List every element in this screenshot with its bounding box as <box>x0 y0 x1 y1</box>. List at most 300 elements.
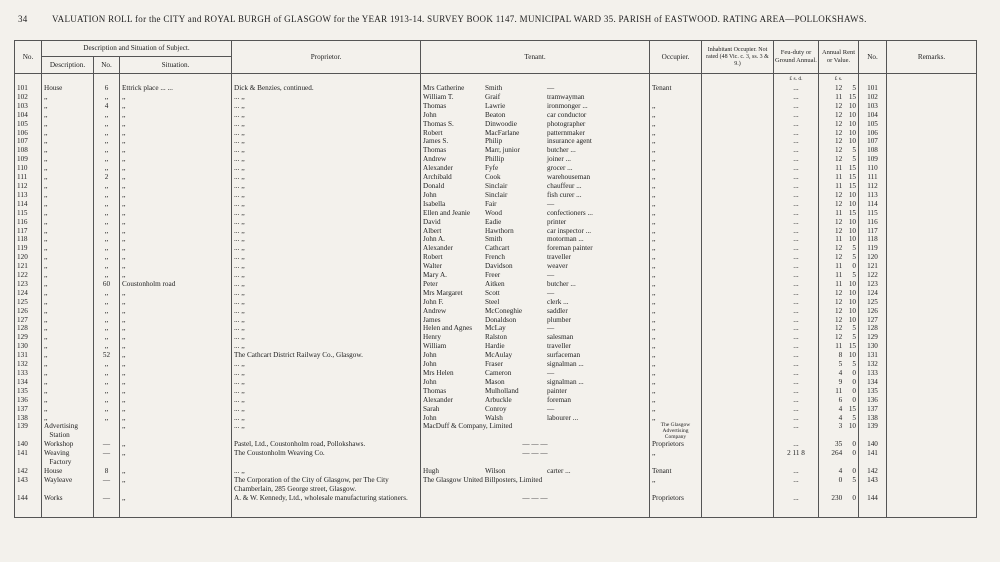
table-row <box>15 360 977 369</box>
row-occupier: ,, <box>652 369 656 377</box>
row-proprietor: ... ,, <box>234 155 245 164</box>
tenant-surname: Dinwoodie <box>485 119 517 128</box>
row-proprietor: ... ,, <box>234 146 245 155</box>
row-feu-dots: ... <box>793 119 799 128</box>
row-occupier: ,, <box>652 279 656 288</box>
row-occupier: ,, <box>652 164 656 173</box>
row-number-right: 144 <box>867 493 878 502</box>
row-description: Workshop <box>44 440 74 449</box>
row-occupier: ,, <box>652 288 656 297</box>
row-number-right: 120 <box>867 253 878 262</box>
row-house-number: ,, <box>104 377 109 386</box>
row-description: ,, <box>44 101 48 110</box>
tenant-occupation: warehouseman <box>547 173 591 182</box>
row-house-number: ,, <box>104 324 109 333</box>
tenant-surname: Philip <box>485 137 503 146</box>
rent-pounds: 11 <box>835 173 843 182</box>
tenant-surname: Wood <box>485 208 502 217</box>
row-number-right: 102 <box>867 92 878 101</box>
row-proprietor: ... ,, <box>234 208 245 217</box>
table-row <box>15 280 977 289</box>
row-number-right: 127 <box>867 315 878 324</box>
row-number-right: 109 <box>867 155 878 164</box>
row-description: ,, <box>44 155 48 164</box>
tenant-surname: Steel <box>485 297 500 306</box>
row-description: ,, <box>44 226 48 235</box>
row-occupier: ,, <box>652 342 656 351</box>
row-number-right: 106 <box>867 128 878 137</box>
col-no: No. <box>15 41 42 74</box>
row-description: ,, <box>44 413 48 422</box>
tenant-surname: Donaldson <box>485 315 517 324</box>
row-number-right: 101 <box>867 84 878 92</box>
row-situation: ,, <box>122 155 126 164</box>
tenant-occupation: — <box>547 369 555 377</box>
row-occupier: ,, <box>652 119 656 128</box>
rent-pounds: 12 <box>835 333 843 342</box>
tenant-surname: MacFarlane <box>485 128 520 137</box>
table-row <box>15 164 977 173</box>
table-row <box>15 253 977 262</box>
rent-pounds: 12 <box>835 190 843 199</box>
table-row <box>15 369 977 378</box>
tenant-occupation: — <box>547 271 555 280</box>
table-row <box>15 351 977 360</box>
row-feu-dots: ... <box>793 190 799 199</box>
row-proprietor: ... ,, <box>234 226 245 235</box>
row-proprietor: ... ,, <box>234 404 245 413</box>
tenant-first-name: Sarah <box>423 404 440 413</box>
table-row <box>15 244 977 253</box>
table-row <box>15 449 977 467</box>
row-number: 107 <box>17 137 28 146</box>
rent-pounds: 12 <box>835 119 843 128</box>
row-number: 142 <box>17 467 28 476</box>
row-proprietor: ... ,, <box>234 101 245 110</box>
row-number: 115 <box>17 208 28 217</box>
tenant-surname: Cook <box>485 173 501 182</box>
row-number-right: 142 <box>867 467 878 476</box>
table-row <box>15 218 977 227</box>
tenant-occupation: grocer ... <box>547 164 573 173</box>
rent-shillings: 10 <box>848 351 856 360</box>
rent-shillings: 15 <box>848 181 856 190</box>
row-house-number: 52 <box>102 351 111 360</box>
row-feu-dots: ... <box>793 413 799 422</box>
row-occupier: ,, <box>652 360 656 369</box>
row-number-right: 112 <box>867 181 878 190</box>
row-occupier: ,, <box>652 217 656 226</box>
row-house-number: ,, <box>104 386 109 395</box>
row-number-right: 134 <box>867 377 878 386</box>
table-row <box>15 129 977 138</box>
tenant-occupation: clerk ... <box>547 297 569 306</box>
row-feu-dots: ... <box>793 467 799 476</box>
tenant-occupation: plumber <box>547 315 571 324</box>
row-description: ,, <box>44 253 48 262</box>
row-situation: ,, <box>122 369 126 377</box>
row-house-number: ,, <box>104 395 109 404</box>
rent-pounds: 11 <box>835 92 843 101</box>
rent-pounds: 6 <box>838 395 843 404</box>
tenant-first-name: Isabella <box>423 199 446 208</box>
table-row <box>15 173 977 182</box>
rent-shillings: 5 <box>852 146 856 155</box>
row-tenant-dashes: — — — <box>522 493 548 502</box>
rent-shillings: 5 <box>852 360 856 369</box>
tenant-surname: McLay <box>485 324 506 333</box>
row-proprietor: ... ,, <box>234 395 245 404</box>
row-description-cont: Factory <box>49 458 72 467</box>
row-number: 134 <box>17 377 28 386</box>
col-no3: No. <box>859 41 887 74</box>
rent-shillings: 15 <box>848 173 856 182</box>
rent-shillings: 10 <box>848 128 856 137</box>
row-feu-dots: ... <box>793 181 799 190</box>
row-description: Weaving <box>44 449 70 458</box>
rent-pounds: 4 <box>838 467 843 476</box>
row-feu-dots: ... <box>793 164 799 173</box>
tenant-surname: French <box>485 253 505 262</box>
row-house-number: ,, <box>104 119 109 128</box>
col-situation: Situation. <box>120 57 232 74</box>
rent-pounds: 11 <box>835 386 843 395</box>
page-header <box>0 14 1000 28</box>
rent-pounds: 0 <box>838 476 843 485</box>
row-feu-dots: ... <box>793 262 799 271</box>
row-occupier: ,, <box>652 315 656 324</box>
row-number-right: 124 <box>867 288 878 297</box>
row-number-right: 130 <box>867 342 878 351</box>
table-row <box>15 289 977 298</box>
tenant-occupation: saddler <box>547 306 568 315</box>
row-occupier: Tenant <box>652 84 672 92</box>
row-number: 104 <box>17 110 28 119</box>
row-situation: ,, <box>122 413 126 422</box>
row-proprietor: ... ,, <box>234 128 245 137</box>
row-description: ,, <box>44 386 48 395</box>
row-number: 126 <box>17 306 28 315</box>
row-feu-dots: ... <box>793 217 799 226</box>
row-feu-dots: ... <box>793 128 799 137</box>
tenant-first-name: John A. <box>423 235 445 244</box>
tenant-first-name: Thomas <box>423 146 447 155</box>
row-proprietor: Dick & Benzies, continued. <box>234 84 314 92</box>
row-house-number: ,, <box>104 226 109 235</box>
row-situation: ,, <box>122 137 126 146</box>
row-proprietor: ... ,, <box>234 271 245 280</box>
row-situation: ,, <box>122 181 126 190</box>
tenant-occupation: painter <box>547 386 567 395</box>
row-occupier: ,, <box>652 386 656 395</box>
row-occupier: ,, <box>652 377 656 386</box>
row-feu-dots: ... <box>793 235 799 244</box>
row-occupier: ,, <box>652 190 656 199</box>
row-number-right: 119 <box>867 244 878 253</box>
tenant-first-name: Mrs Helen <box>423 369 454 377</box>
row-number: 108 <box>17 146 28 155</box>
row-house-number: ,, <box>104 199 109 208</box>
row-situation: ,, <box>122 342 126 351</box>
table-row <box>15 316 977 325</box>
row-occupier: ,, <box>652 137 656 146</box>
row-situation: ,, <box>122 253 126 262</box>
row-occupier: ,, <box>652 155 656 164</box>
tenant-occupation: confectioners ... <box>547 208 593 217</box>
rent-pounds: 12 <box>835 146 843 155</box>
row-number: 125 <box>17 297 28 306</box>
row-number-right: 118 <box>867 235 878 244</box>
tenant-surname: Smith <box>485 84 503 92</box>
tenant-first-name: Alexander <box>423 395 453 404</box>
table-row <box>15 387 977 396</box>
row-house-number: ,, <box>104 306 109 315</box>
row-feu-dots: ... <box>793 324 799 333</box>
row-description: House <box>44 467 63 476</box>
col-rent: Annual Rent or Value. <box>819 41 859 74</box>
row-description: ,, <box>44 128 48 137</box>
rent-pounds: 11 <box>835 208 843 217</box>
row-occupier: ,, <box>652 413 656 422</box>
row-house-number: — <box>102 449 111 458</box>
row-number-right: 141 <box>867 449 878 458</box>
row-number-right: 117 <box>867 226 878 235</box>
rent-units: £ s. <box>819 74 859 85</box>
rent-pounds: 12 <box>835 155 843 164</box>
row-house-number: ,, <box>104 413 109 422</box>
row-number-right: 128 <box>867 324 878 333</box>
row-situation: ,, <box>122 404 126 413</box>
tenant-occupation: carter ... <box>547 467 571 476</box>
row-feu-dots: ... <box>793 146 799 155</box>
row-proprietor: ... ,, <box>234 92 245 101</box>
row-situation: Ettrick place ... ... <box>122 84 173 92</box>
tenant-surname: Eadie <box>485 217 502 226</box>
rent-shillings: 5 <box>852 324 856 333</box>
col-proprietor: Proprietor. <box>232 41 421 74</box>
rent-shillings: 15 <box>848 164 856 173</box>
row-occupier: ,, <box>652 173 656 182</box>
row-house-number: ,, <box>104 297 109 306</box>
valuation-table <box>14 40 977 518</box>
tenant-first-name: Henry <box>423 333 441 342</box>
row-occupier: ,, <box>652 271 656 280</box>
tenant-first-name: Andrew <box>423 306 447 315</box>
tenant-occupation: printer <box>547 217 567 226</box>
tenant-occupation: — <box>547 288 555 297</box>
tenant-occupation: joiner ... <box>547 155 571 164</box>
table-row <box>15 120 977 129</box>
row-proprietor: ... ,, <box>234 190 245 199</box>
row-feu-dots: ... <box>793 101 799 110</box>
table-row <box>15 414 977 423</box>
tenant-first-name: John <box>423 110 437 119</box>
tenant-first-name: William T. <box>423 92 454 101</box>
tenant-surname: Wilson <box>485 467 506 476</box>
row-feu-dots: ... <box>793 306 799 315</box>
rent-shillings: 10 <box>848 235 856 244</box>
row-occupier: Tenant <box>652 467 672 476</box>
rent-pounds: 12 <box>835 137 843 146</box>
row-description: ,, <box>44 208 48 217</box>
table-row <box>15 422 977 440</box>
tenant-surname: Mason <box>485 377 505 386</box>
row-occupier: ,, <box>652 110 656 119</box>
row-number-right: 113 <box>867 190 878 199</box>
table-row <box>15 494 977 517</box>
tenant-occupation: foreman <box>547 395 571 404</box>
rent-pounds: 12 <box>835 288 843 297</box>
tenant-surname: McAulay <box>485 351 513 360</box>
row-occupier: ,, <box>652 476 656 485</box>
row-proprietor: ... ,, <box>234 377 245 386</box>
row-feu-dots: ... <box>793 493 799 502</box>
tenant-occupation: weaver <box>547 262 568 271</box>
row-situation: ,, <box>122 360 126 369</box>
table-row <box>15 378 977 387</box>
row-description: ,, <box>44 262 48 271</box>
row-number-right: 125 <box>867 297 878 306</box>
tenant-occupation: butcher ... <box>547 146 576 155</box>
row-description: ,, <box>44 173 48 182</box>
tenant-surname: Graif <box>485 92 501 101</box>
table-row <box>15 191 977 200</box>
rent-shillings: 10 <box>848 315 856 324</box>
rent-shillings: 15 <box>848 404 856 413</box>
row-number: 105 <box>17 119 28 128</box>
tenant-first-name: Robert <box>423 128 443 137</box>
row-situation: Coustonholm road <box>122 279 176 288</box>
table-row <box>15 271 977 280</box>
row-description: Advertising <box>44 422 78 431</box>
tenant-occupation: butcher ... <box>547 279 576 288</box>
row-house-number: ,, <box>104 262 109 271</box>
rent-shillings: 5 <box>852 84 856 92</box>
table-row <box>15 396 977 405</box>
row-occupier: ,, <box>652 253 656 262</box>
tenant-first-name: Andrew <box>423 155 447 164</box>
row-feu-dots: ... <box>793 226 799 235</box>
tenant-surname: Aitken <box>485 279 505 288</box>
tenant-first-name: John <box>423 413 437 422</box>
row-description: ,, <box>44 315 48 324</box>
row-number: 127 <box>17 315 28 324</box>
rent-shillings: 5 <box>852 333 856 342</box>
rent-shillings: 0 <box>852 440 856 449</box>
tenant-occupation: chauffeur ... <box>547 181 582 190</box>
tenant-surname: Cameron <box>485 369 512 377</box>
row-situation: ,, <box>122 351 126 360</box>
tenant-first-name: Mrs Margaret <box>423 288 463 297</box>
row-situation: ,, <box>122 333 126 342</box>
row-occupier: ,, <box>652 404 656 413</box>
tenant-first-name: Thomas <box>423 101 447 110</box>
row-situation: ,, <box>122 173 126 182</box>
row-occupier: ,, <box>652 208 656 217</box>
rent-pounds: 11 <box>835 235 843 244</box>
row-situation: ,, <box>122 476 126 485</box>
row-number: 117 <box>17 226 28 235</box>
rent-pounds: 12 <box>835 128 843 137</box>
row-proprietor: ... ,, <box>234 333 245 342</box>
table-row <box>15 342 977 351</box>
row-number-right: 140 <box>867 440 878 449</box>
row-description: ,, <box>44 333 48 342</box>
tenant-first-name: Donald <box>423 181 445 190</box>
row-number-right: 133 <box>867 369 878 377</box>
row-number: 112 <box>17 181 28 190</box>
row-number-right: 103 <box>867 101 878 110</box>
rent-pounds: 12 <box>835 217 843 226</box>
row-house-number: ,, <box>104 146 109 155</box>
row-description: Wayleave <box>44 476 73 485</box>
row-proprietor: The Corporation of the City of Glasgow, per The City Chamberlain, 285 George street, Glasgow. <box>234 476 389 493</box>
tenant-occupation: — <box>547 324 555 333</box>
rent-pounds: 3 <box>838 422 843 431</box>
tenant-surname: Smith <box>485 235 503 244</box>
tenant-first-name: John <box>423 351 437 360</box>
row-feu-dots: ... <box>793 333 799 342</box>
rent-pounds: 11 <box>835 342 843 351</box>
rent-pounds: 4 <box>838 404 843 413</box>
col-tenant: Tenant. <box>421 41 650 74</box>
row-description: ,, <box>44 190 48 199</box>
tenant-occupation: car conductor <box>547 110 587 119</box>
rent-pounds: 35 <box>835 440 843 449</box>
tenant-surname: Davidson <box>485 262 513 271</box>
rent-pounds: 11 <box>835 181 843 190</box>
rent-shillings: 10 <box>848 137 856 146</box>
row-feu-dots: ... <box>793 271 799 280</box>
rent-pounds: 12 <box>835 199 843 208</box>
tenant-surname: Walsh <box>485 413 503 422</box>
tenant-first-name: Mary A. <box>423 271 447 280</box>
row-situation: ,, <box>122 440 126 449</box>
row-number-right: 115 <box>867 208 878 217</box>
row-proprietor: ... ,, <box>234 369 245 377</box>
tenant-surname: Fair <box>485 199 497 208</box>
row-proprietor: ... ,, <box>234 164 245 173</box>
row-number-right: 139 <box>867 422 878 431</box>
row-house-number: ,, <box>104 404 109 413</box>
row-number: 123 <box>17 279 28 288</box>
row-description: ,, <box>44 404 48 413</box>
tenant-first-name: John F. <box>423 297 444 306</box>
tenant-occupation: traveller <box>547 253 571 262</box>
row-situation: ,, <box>122 92 126 101</box>
row-proprietor: The Coustonholm Weaving Co. <box>234 449 325 458</box>
row-house-number: ,, <box>104 110 109 119</box>
rent-pounds: 11 <box>835 164 843 173</box>
row-occupier: ,, <box>652 262 656 271</box>
row-description: ,, <box>44 395 48 404</box>
tenant-first-name: Robert <box>423 253 443 262</box>
row-situation: ,, <box>122 244 126 253</box>
row-situation: ,, <box>122 146 126 155</box>
row-occupier: ,, <box>652 146 656 155</box>
table-row <box>15 298 977 307</box>
tenant-occupation: insurance agent <box>547 137 592 146</box>
rent-pounds: 12 <box>835 253 843 262</box>
rent-shillings: 0 <box>852 262 856 271</box>
tenant-occupation: motorman ... <box>547 235 584 244</box>
row-house-number: ,, <box>104 360 109 369</box>
row-number: 114 <box>17 199 28 208</box>
row-feu-dots: ... <box>793 92 799 101</box>
row-number-right: 138 <box>867 413 878 422</box>
row-situation: ,, <box>122 288 126 297</box>
rent-shillings: 0 <box>852 369 856 377</box>
